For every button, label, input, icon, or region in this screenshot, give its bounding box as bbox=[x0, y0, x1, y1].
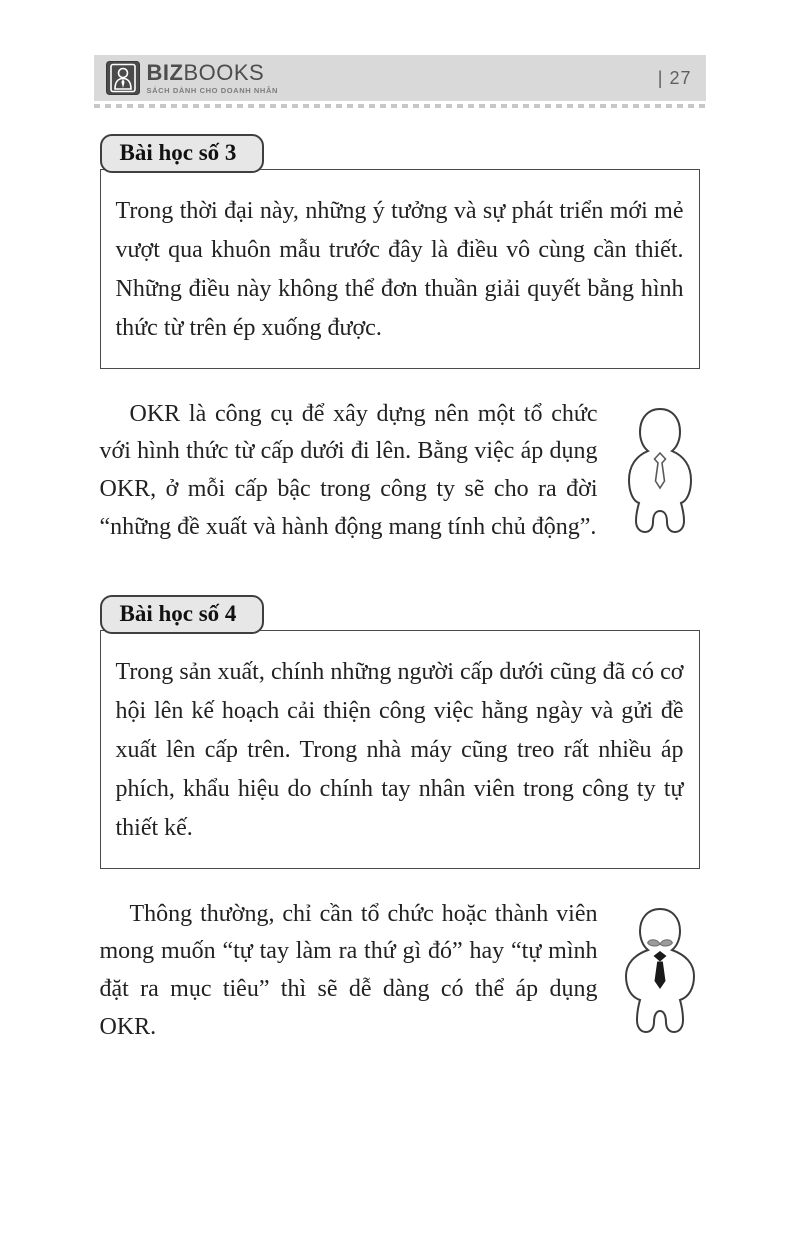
lesson-4-section bbox=[100, 595, 700, 1047]
brand-text bbox=[146, 59, 278, 95]
lesson-3-section bbox=[100, 134, 700, 547]
person-with-tie-outline-icon bbox=[620, 404, 700, 536]
page-number: | 27 bbox=[657, 67, 692, 88]
lesson-3-box: Trong thời đại này, những ý tưởng và sự phát triển mới mẻ vượt qua khuôn mẫu trước đây là điều vô cùng cần thiết. Những điều này không thể đơn thuần giải quyết bằng hình thức từ trên ép xuống được. bbox=[100, 169, 700, 369]
lesson-4-box: Trong sản xuất, chính những người cấp dưới cũng đã có cơ hội lên kế hoạch cải thiện công việc hằng ngày và gửi đề xuất lên cấp trên. Trong nhà máy cũng treo rất nhiều áp phích, khẩu hiệu do chính tay nhân viên trong công ty tự thiết kế. bbox=[100, 630, 700, 868]
page-header bbox=[94, 55, 706, 101]
bizbooks-logo-icon bbox=[106, 61, 140, 95]
brand-name bbox=[146, 59, 278, 85]
publisher-brand bbox=[106, 61, 278, 95]
brand-tagline: SÁCH DÀNH CHO DOANH NHÂN bbox=[146, 85, 278, 95]
lesson-3-paragraph-row bbox=[100, 396, 700, 548]
lesson-3-label: Bài học số 3 bbox=[100, 134, 265, 173]
lesson-4-label: Bài học số 4 bbox=[100, 595, 265, 634]
brand-name-biz: BIZ bbox=[146, 59, 184, 85]
brand-name-books: BOOKS bbox=[183, 59, 265, 85]
lesson-4-paragraph: Thông thường, chỉ cần tổ chức hoặc thành viên mong muốn “tự tay làm ra thứ gì đó” hay “tự mình đặt ra mục tiêu” thì sẽ dễ dàng có thể áp dụng OKR. bbox=[99, 900, 598, 1041]
lesson-3-paragraph: OKR là công cụ để xây dựng nên một tổ chức với hình thức từ cấp dưới đi lên. Bằng việc áp dụng OKR, ở mỗi cấp bậc trong công ty sẽ cho ra đời “những đề xuất và hành động mang tính chủ động”. bbox=[99, 400, 598, 541]
person-with-mustache-and-tie-icon bbox=[620, 904, 700, 1036]
lesson-4-paragraph-row bbox=[100, 896, 700, 1048]
